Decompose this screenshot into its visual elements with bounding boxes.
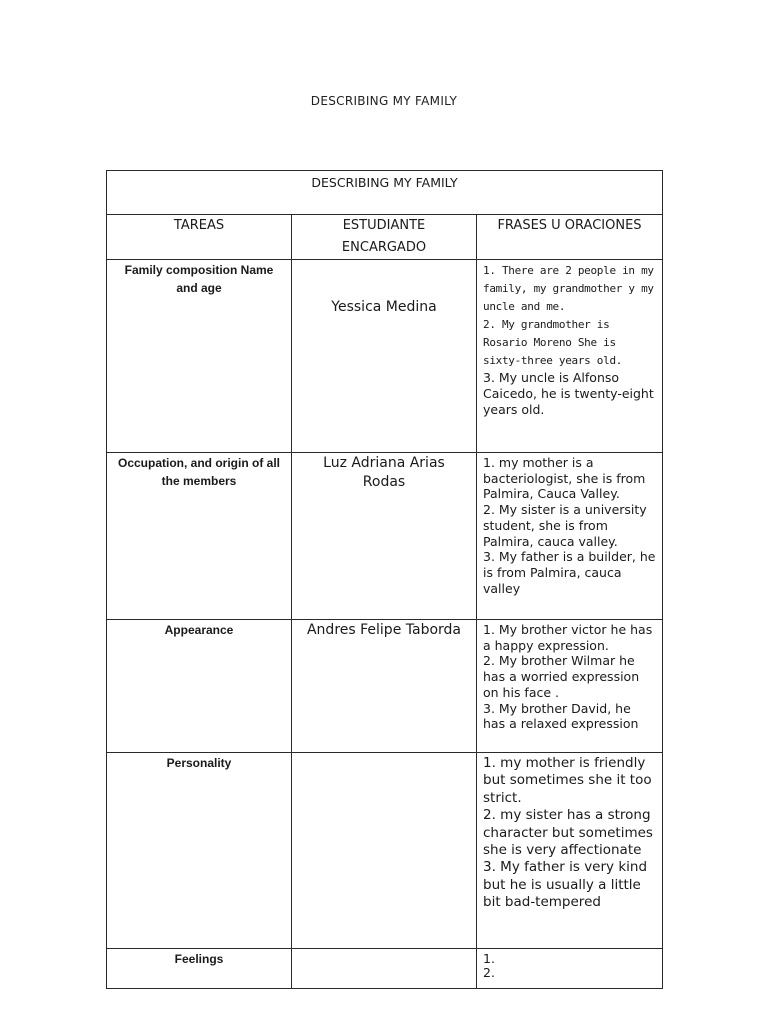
sentence: 1. There are 2 people in my family, my grandmother y my uncle and me. <box>483 264 654 313</box>
sentence: 1. my mother is a bacteriologist, she is from Palmira, Cauca Valley. <box>483 455 646 502</box>
table-row <box>107 453 663 620</box>
sentence: 2. My brother Wilmar he has a worried expression on his face . <box>483 653 640 700</box>
sentence: 3. My father is a builder, he is from Palmira, cauca valley <box>483 549 656 596</box>
table-row <box>107 753 663 949</box>
student-name: Luz Adriana Arias Rodas <box>323 455 445 490</box>
student-cell <box>292 260 477 453</box>
task-cell: Occupation, and origin of all the members <box>107 453 292 620</box>
student-cell <box>292 753 477 949</box>
sentences-cell <box>477 753 663 949</box>
table-title: DESCRIBING MY FAMILY <box>107 171 663 215</box>
task-cell: Family composition Name and age <box>107 260 292 453</box>
sentence: 2. <box>483 964 495 980</box>
student-cell <box>292 620 477 753</box>
table-row <box>107 620 663 753</box>
header-sentences: FRASES U ORACIONES <box>477 215 663 260</box>
header-tasks: TAREAS <box>107 215 292 260</box>
student-name: Andres Felipe Taborda <box>306 622 461 638</box>
sentence: 1. <box>483 951 495 966</box>
table-row <box>107 949 663 989</box>
student-cell <box>292 949 477 989</box>
sentences-cell <box>477 949 663 989</box>
table-row <box>107 260 663 453</box>
sentence: 2. My sister is a university student, she is from Palmira, cauca valley. <box>483 502 647 549</box>
task-cell: Appearance <box>107 620 292 753</box>
sentence: 3. My brother David, he has a relaxed expression <box>483 700 639 732</box>
sentences-cell <box>477 620 663 753</box>
table-title-row <box>107 171 663 215</box>
table-header-row <box>107 215 663 260</box>
student-cell <box>292 453 477 620</box>
sentence: 2. my sister has a strong character but sometimes she is very affectionate <box>483 807 653 859</box>
sentence: 3. My uncle is Alfonso Caicedo, he is twenty-eight years old. <box>483 370 654 417</box>
header-student: ESTUDIANTE ENCARGADO <box>292 215 477 260</box>
sentences-cell <box>477 260 663 453</box>
task-cell: Personality <box>107 753 292 949</box>
family-table <box>106 170 663 989</box>
sentence: 2. My grandmother is Rosario Moreno She is sixty-three years old. <box>483 318 623 367</box>
page-heading: DESCRIBING MY FAMILY <box>310 94 458 108</box>
sentence: 1. My brother victor he has a happy expression. <box>483 622 653 653</box>
sentence: 3. My father is very kind but he is usually a little bit bad-tempered <box>483 859 648 911</box>
sentence: 1. my mother is friendly but sometimes she it too strict. <box>483 755 652 806</box>
student-name: Yessica Medina <box>331 299 437 315</box>
sentences-cell <box>477 453 663 620</box>
task-cell: Feelings <box>107 949 292 989</box>
